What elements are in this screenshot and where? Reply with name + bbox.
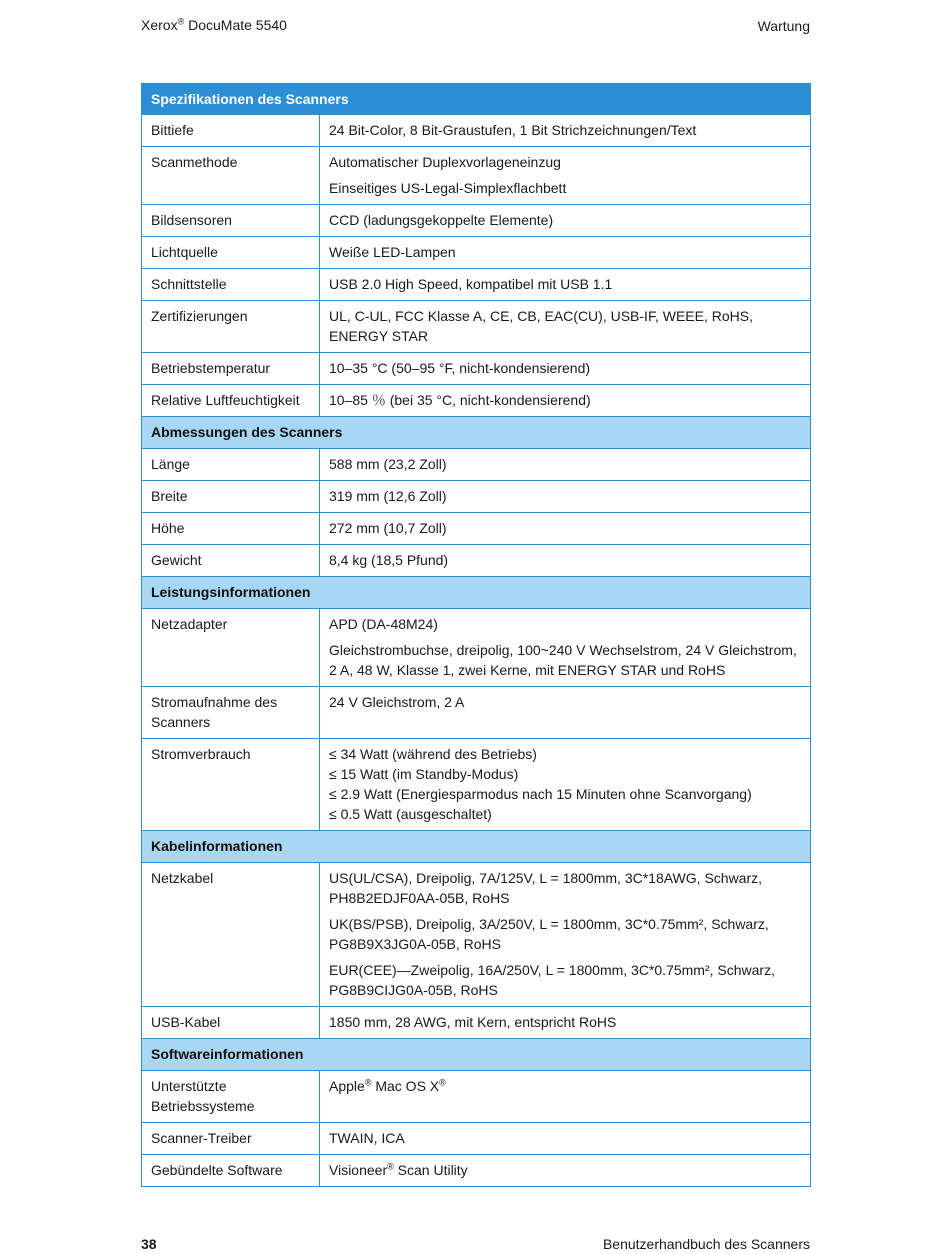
value-paragraph: EUR(CEE)—Zweipolig, 16A/250V, L = 1800mm, 3C*0.75mm², Schwarz, PG8B9CIJG0A-05B, RoHS (329, 962, 775, 998)
table-row (142, 205, 811, 237)
software-product: Scan Utility (393, 1162, 468, 1178)
row-label: Betriebstemperatur (142, 353, 320, 385)
table-row (142, 1155, 811, 1187)
section-title-software: Softwareinformationen (142, 1039, 811, 1071)
table-row (142, 385, 811, 417)
footer-doc-title: Benutzerhandbuch des Scanners (602, 1236, 810, 1252)
row-label: Bittiefe (142, 115, 320, 147)
value-line: ≤ 0.5 Watt (ausgeschaltet) (329, 806, 492, 822)
table-row (142, 237, 811, 269)
value-line: ≤ 2.9 Watt (Energiesparmodus nach 15 Minuten ohne Scanvorgang) (329, 786, 752, 802)
software-name: Visioneer (329, 1162, 388, 1178)
row-value: UL, C-UL, FCC Klasse A, CE, CB, EAC(CU), USB-IF, WEEE, RoHS, ENERGY STAR (320, 301, 811, 353)
row-label: Scanner-Treiber (142, 1123, 320, 1155)
section-header-row (142, 577, 811, 609)
row-label: Breite (142, 481, 320, 513)
brand-name: Xerox (141, 17, 178, 33)
section-header-row (142, 831, 811, 863)
section-title-power: Leistungsinformationen (142, 577, 811, 609)
registered-mark: ® (364, 1077, 372, 1088)
row-value (320, 609, 811, 687)
row-value: 24 V Gleichstrom, 2 A (320, 687, 811, 739)
table-row (142, 545, 811, 577)
row-label: Scanmethode (142, 147, 320, 205)
page-header-product (141, 17, 287, 33)
table-title: Spezifikationen des Scanners (142, 84, 811, 115)
row-value (320, 1071, 811, 1123)
row-value (320, 1155, 811, 1187)
row-label: Bildsensoren (142, 205, 320, 237)
row-label: Lichtquelle (142, 237, 320, 269)
row-value: 272 mm (10,7 Zoll) (320, 513, 811, 545)
row-value: Weiße LED-Lampen (320, 237, 811, 269)
os-version: Mac OS X (371, 1078, 440, 1094)
row-label: Gewicht (142, 545, 320, 577)
row-label: Relative Luftfeuchtigkeit (142, 385, 320, 417)
value-paragraph: Einseitiges US-Legal-Simplexflachbett (329, 180, 567, 196)
row-value: 8,4 kg (18,5 Pfund) (320, 545, 811, 577)
section-header-row (142, 417, 811, 449)
row-label: Zertifizierungen (142, 301, 320, 353)
value-paragraph: US(UL/CSA), Dreipolig, 7A/125V, L = 1800mm, 3C*18AWG, Schwarz, PH8B2EDJF0AA-05B, RoHS (329, 870, 763, 906)
table-title-row (142, 84, 811, 115)
row-label: Stromaufnahme des Scanners (142, 687, 320, 739)
row-label: Höhe (142, 513, 320, 545)
table-row (142, 513, 811, 545)
row-value: 24 Bit-Color, 8 Bit-Graustufen, 1 Bit Strichzeichnungen/Text (320, 115, 811, 147)
row-label: Netzadapter (142, 609, 320, 687)
row-value: 1850 mm, 28 AWG, mit Kern, entspricht RoHS (320, 1007, 811, 1039)
value-paragraph: UK(BS/PSB), Dreipolig, 3A/250V, L = 1800mm, 3C*0.75mm², Schwarz, PG8B9X3JG0A-05B, RoHS (329, 916, 769, 952)
page-header-section: Wartung (757, 18, 810, 34)
row-value (320, 739, 811, 831)
table-row (142, 481, 811, 513)
registered-mark: ® (439, 1077, 446, 1088)
table-row (142, 269, 811, 301)
table-row (142, 739, 811, 831)
table-row (142, 1123, 811, 1155)
row-label: Unterstützte Betriebssysteme (142, 1071, 320, 1123)
table-row (142, 147, 811, 205)
scanner-spec-table (141, 83, 811, 1187)
table-row (142, 353, 811, 385)
registered-mark: ® (177, 16, 185, 27)
row-label: Länge (142, 449, 320, 481)
row-label: Netzkabel (142, 863, 320, 1007)
table-row (142, 609, 811, 687)
value-paragraph: Automatischer Duplexvorlageneinzug (329, 154, 561, 170)
table-row (142, 687, 811, 739)
row-value: 588 mm (23,2 Zoll) (320, 449, 811, 481)
row-label: Stromverbrauch (142, 739, 320, 831)
section-title-dimensions: Abmessungen des Scanners (142, 417, 811, 449)
table-row (142, 1007, 811, 1039)
value-line: ≤ 15 Watt (im Standby-Modus) (329, 766, 519, 782)
row-value (320, 147, 811, 205)
row-value: 10–35 °C (50–95 °F, nicht-kondensierend) (320, 353, 811, 385)
row-label: USB-Kabel (142, 1007, 320, 1039)
value-paragraph: APD (DA-48M24) (329, 616, 438, 632)
product-name: DocuMate 5540 (184, 17, 287, 33)
os-name: Apple (329, 1078, 365, 1094)
table-row (142, 449, 811, 481)
row-label: Schnittstelle (142, 269, 320, 301)
row-value (320, 863, 811, 1007)
row-value: 10–85 ％ (bei 35 °C, nicht-kondensierend) (320, 385, 811, 417)
row-value: TWAIN, ICA (320, 1123, 811, 1155)
table-row (142, 301, 811, 353)
row-value: 319 mm (12,6 Zoll) (320, 481, 811, 513)
value-paragraph: Gleichstrombuchse, dreipolig, 100~240 V Wechselstrom, 24 V Gleichstrom, 2 A, 48 W, Klasse 1, zwei Kerne, mit ENERGY STAR und RoHS (329, 642, 797, 678)
table-row (142, 863, 811, 1007)
row-value: CCD (ladungsgekoppelte Elemente) (320, 205, 811, 237)
section-header-row (142, 1039, 811, 1071)
row-label: Gebündelte Software (142, 1155, 320, 1187)
section-title-cable: Kabelinformationen (142, 831, 811, 863)
table-row (142, 1071, 811, 1123)
row-value: USB 2.0 High Speed, kompatibel mit USB 1.1 (320, 269, 811, 301)
registered-mark: ® (387, 1161, 394, 1172)
table-row (142, 115, 811, 147)
value-line: ≤ 34 Watt (während des Betriebs) (329, 746, 537, 762)
page-number: 38 (141, 1236, 157, 1252)
